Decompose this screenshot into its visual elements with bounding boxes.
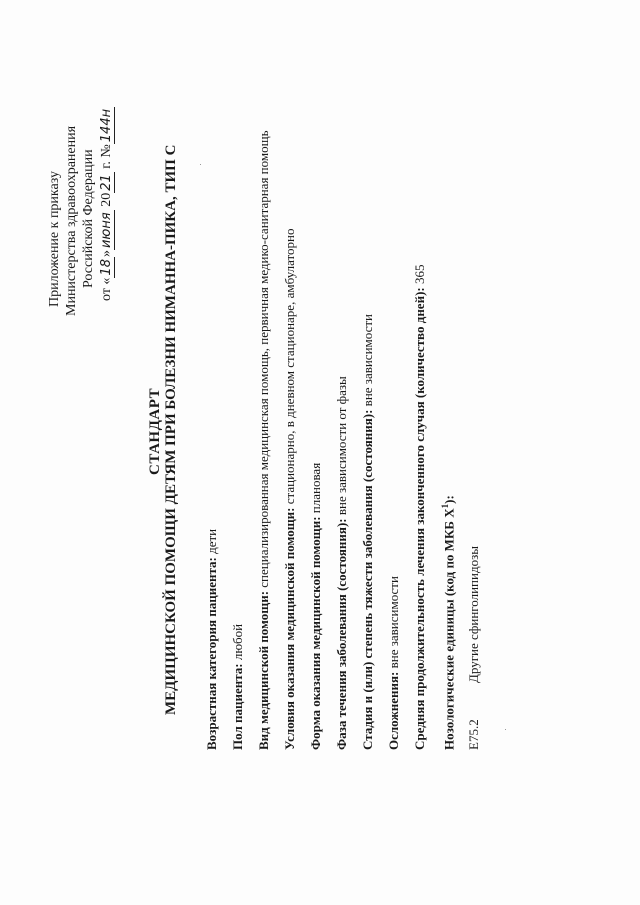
field-value: вне зависимости — [360, 314, 375, 410]
field-label: Вид медицинской помощи: — [256, 590, 271, 750]
field-label: Возрастная категория пациента: — [204, 557, 219, 750]
document-title: СТАНДАРТ — [147, 387, 163, 475]
appendix-mid1: » — [99, 250, 114, 258]
field-disease-stage — [360, 314, 375, 750]
field-value: любой — [230, 623, 245, 664]
field-value: вне зависимости — [386, 576, 401, 672]
field-treatment-duration — [412, 265, 427, 750]
field-nosology-header — [438, 495, 456, 750]
field-label: Фаза течения заболевания (состояния): — [334, 518, 349, 750]
appendix-line-3: Российской Федерации — [81, 149, 96, 288]
document-subtitle: МЕДИЦИНСКОЙ ПОМОЩИ ДЕТЯМ ПРИ БОЛЕЗНИ НИМАННА-ПИКА, ТИП С — [163, 144, 179, 715]
field-label: Стадия и (или) степень тяжести заболевания (состояния): — [360, 409, 375, 750]
appendix-year-prefix: 20 — [99, 192, 114, 207]
field-care-conditions — [282, 228, 297, 750]
nosology-code: E75.2 — [466, 719, 481, 750]
field-value: стационарно, в дневном стационаре, амбулаторно — [282, 228, 297, 508]
field-value: специализированная медицинская помощь, первичная медико-санитарная помощь — [256, 130, 271, 591]
field-label: Условия оказания медицинской помощи: — [282, 507, 297, 750]
field-value: плановая — [308, 462, 323, 517]
handwritten-year: 21 — [99, 174, 114, 191]
appendix-prefix: от « — [99, 277, 114, 301]
nosology-name: Другие сфинголипидозы — [466, 546, 481, 683]
handwritten-day: 18 — [99, 259, 114, 276]
handwritten-month: июня — [99, 212, 114, 249]
appendix-line-1: Приложение к приказу — [47, 171, 62, 307]
field-disease-phase — [334, 376, 349, 750]
field-label: Средняя продолжительность лечения законченного случая (количество дней): — [412, 287, 427, 750]
field-label: Нозологические единицы (код по МКБ X — [441, 508, 457, 750]
appendix-line-2: Министерства здравоохранения — [64, 125, 79, 316]
field-label: Форма оказания медицинской помощи: — [308, 516, 323, 750]
field-care-form — [308, 463, 323, 750]
field-label: Пол пациента: — [230, 663, 245, 750]
field-patient-sex — [230, 624, 245, 750]
scan-speck — [200, 164, 201, 165]
handwritten-order-number: 144н — [99, 108, 114, 143]
field-complications — [386, 576, 401, 750]
appendix-order-date — [99, 107, 115, 301]
appendix-mid2: г. № — [99, 144, 114, 169]
footnote-mark: 1 — [440, 503, 450, 509]
scan-speck — [505, 729, 506, 730]
field-age-category — [204, 529, 219, 750]
field-value: 365 — [412, 264, 427, 288]
field-care-type — [256, 130, 271, 750]
field-label: Осложнения: — [386, 671, 401, 750]
field-value: вне зависимости от фазы — [334, 376, 349, 519]
field-value: дети — [204, 528, 219, 558]
field-label-end: ): — [441, 495, 457, 504]
